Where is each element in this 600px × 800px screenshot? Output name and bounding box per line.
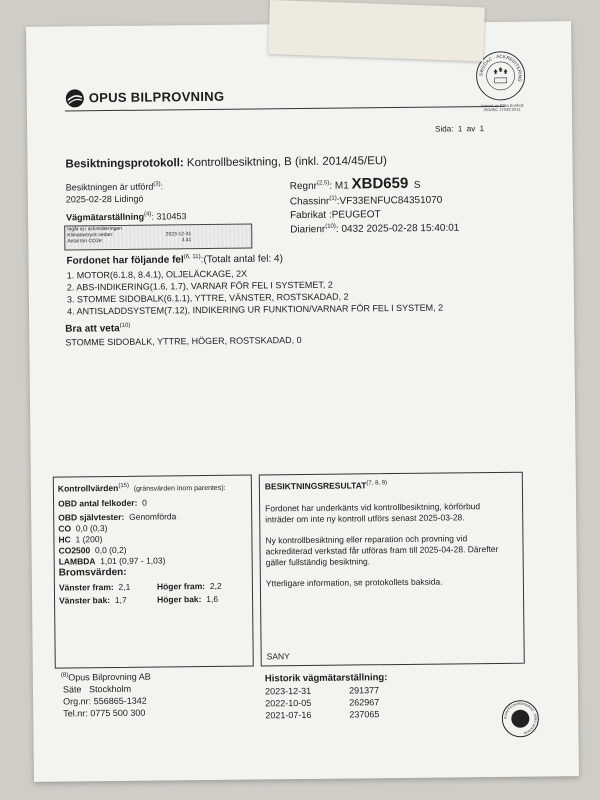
regnr-row: Regnr$^{(2,5)}$: M1 XBD659 S (289, 174, 421, 193)
swedac-sub-text: Ackred. nr 879a Kontroll ISO/IEC 17020:2012 (480, 102, 524, 113)
footer-tel: Tel.nr: 0775 500 300 (63, 707, 146, 719)
history-row: 2022-10-05 262967 (265, 697, 380, 709)
brake-left-front: Vänster fram: 2,1 (58, 581, 131, 593)
brake-right-rear: Höger bak: 1,6 (157, 593, 219, 605)
result-paragraph-3: Ytterligare information, se protokollets baksida. (265, 576, 443, 589)
notes-heading: Bra att veta$^{(10)}$ (65, 322, 131, 335)
footer-org: Org.nr: 556865-1342 (63, 695, 147, 707)
brakes-heading: Bromsvärden: (58, 566, 127, 579)
obd-faults: OBD antal felkoder: 0 (58, 497, 147, 509)
result-paragraph-2: Ny kontrollbesiktning eller reparation och provning vid ackrediterad verkstad får utföras fram till 2025-04-28. Därefter gäller fullständig besiktning. (265, 533, 499, 568)
obd-self-test: OBD självtester: Genomförda (58, 511, 177, 523)
fault-item: 1. MOTOR(6.1.8, 8.4.1), OLJELÄCKAGE, 2X (66, 268, 248, 281)
swedac-ring-text: SWEDAC · ACKREDITERING (478, 53, 523, 83)
diary-row: Diarienr$^{(10)}$: 0432 2025-02-28 15:40:01 (290, 222, 460, 236)
control-heading: Kontrollvärden$^{(15)}$ (gränsvärden inom parentes): (57, 482, 226, 494)
climate-seal-icon (501, 700, 539, 738)
page-counter: Sida: 1 av 1 (435, 124, 485, 134)
fault-item: 2. ABS-INDIKERING(1.6, 1.7), VARNAR FÖR FEL I SYSTEMET, 2 (66, 279, 333, 293)
hc-value: HC 1 (200) (58, 534, 103, 545)
result-paragraph-1: Fordonet har underkänts vid kontrollbesiktning, körförbud inträder om inte ny kontroll utförs senast 2025-03-28. (265, 501, 481, 525)
brake-left-rear: Vänster bak: 1,7 (59, 594, 127, 606)
footer-company: $^{(8)}$Opus Bilprovning AB (60, 671, 151, 683)
result-heading: BESIKTNINGSRESULTAT$^{(7, 8, 9)}$ (264, 480, 388, 492)
odometer-reading: Vägmätarställning$^{(4)}$: 310453 (66, 211, 187, 223)
lambda-value: LAMBDA 1,01 (0,97 - 1,03) (58, 555, 166, 567)
history-row: 2023-12-31 291377 (264, 685, 380, 697)
chassis-row: Chassinr$^{(1)}$:VF33ENFUC84351070 (289, 194, 443, 208)
performed-label: Besiktningen är utförd$^{(3)}$: (65, 181, 164, 193)
history-heading: Historik vägmätarställning: (264, 672, 388, 685)
inspector-signature: SANY (266, 651, 290, 662)
climate-footprint-box: Ingår ej i ackrediteringen Klimatavtryck sedan: 2023-12-31 Antal ton CO2e: 3.41 (64, 224, 252, 251)
brake-right-front: Höger fram: 2,2 (156, 580, 222, 592)
fault-item: 4. ANTISLADDSYSTEM(7.12), INDIKERING UR FUNKTION/VARNAR FÖR FEL I SYSTEM, 2 (66, 302, 444, 317)
inspection-protocol-page (26, 21, 579, 782)
company-name: OPUS BILPROVNING (88, 88, 225, 106)
performed-value: 2025-02-28 Lidingö (65, 193, 144, 205)
company-logo (65, 87, 225, 109)
protocol-title: Besiktningsprotokoll: Kontrollbesiktning, B (inkl. 2014/45/EU) (65, 155, 388, 171)
footer-seat: Säte Stockholm (62, 683, 132, 695)
seal-ring-text: KLIMATKOMPENSERAD · ZERO MISSION (503, 701, 538, 736)
control-values-box (53, 475, 254, 669)
notes-text: STOMME SIDOBALK, YTTRE, HÖGER, ROSTSKADAD, 0 (65, 335, 302, 348)
faults-heading: Fordonet har följande fel$^{(6, 11)}$:(Totalt antal fel: 4) (66, 253, 283, 267)
history-row: 2021-07-16 237065 (265, 709, 380, 721)
co-value: CO 0,0 (0,3) (58, 523, 108, 534)
inspection-result-box (259, 472, 525, 667)
paper-scrap (268, 0, 485, 61)
co2500-value: CO2500 0,0 (0,2) (58, 544, 127, 556)
make-row: Fabrikat :PEUGEOT (289, 209, 381, 222)
opus-globe-icon (65, 88, 85, 108)
fault-item: 3. STOMME SIDOBALK(6.1.1), YTTRE, VÄNSTER, ROSTSKADAD, 2 (66, 291, 349, 305)
